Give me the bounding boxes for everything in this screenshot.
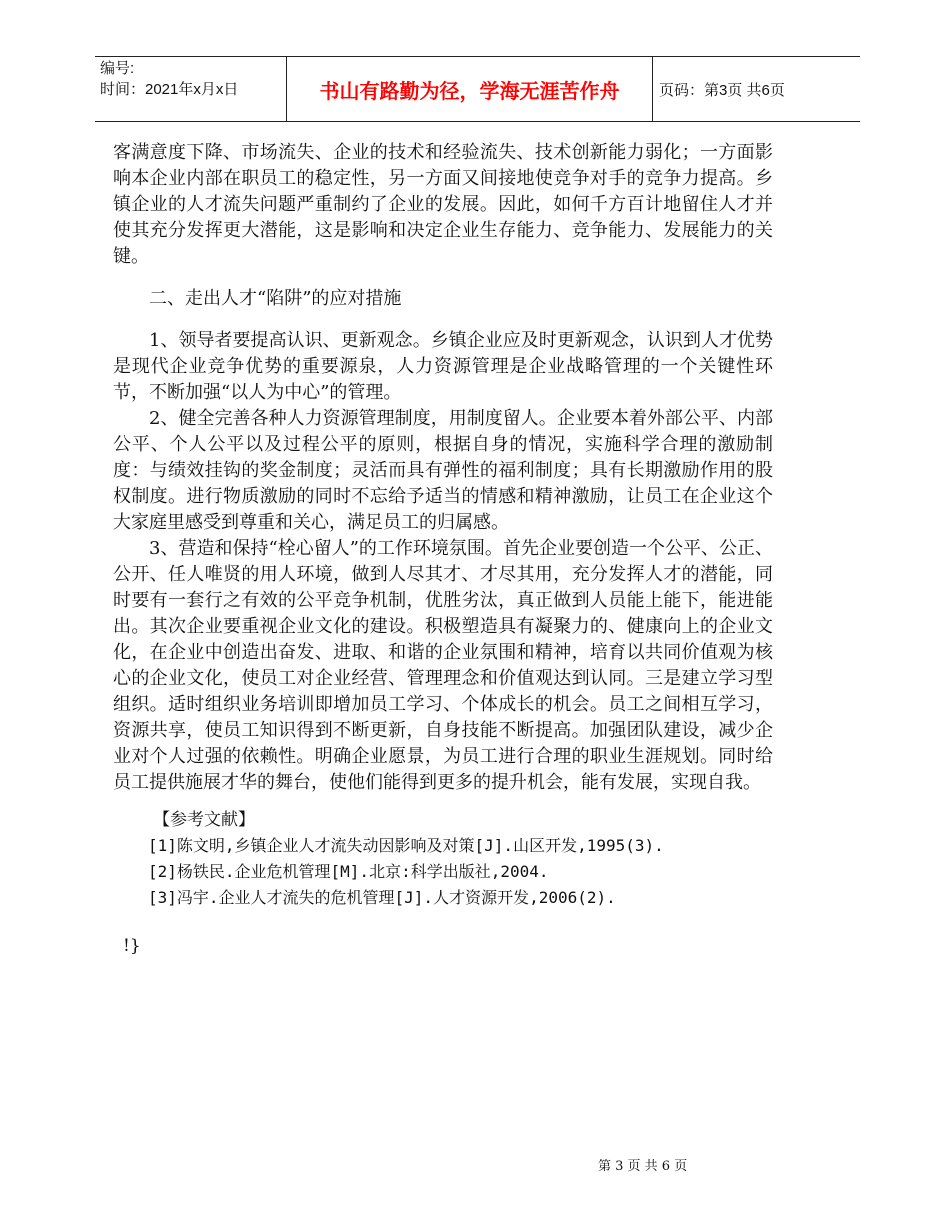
body-paragraph-3: 2、健全完善各种人力资源管理制度，用制度留人。企业要本着外部公平、内部公平、个人公平以及过程公平的原则，根据自身的情况，实施科学合理的激励制度：与绩效挂钩的奖金制度；灵活而具有弹性的福利制度；具有长期激励作用的股权制度。进行物质激励的同时不忘给予适当的情感和精神激励，让员工在企业这个大家庭里感受到尊重和关心，满足员工的归属感。 — [113, 408, 773, 533]
header-meta — [100, 58, 238, 100]
document-number-label: 编号: — [100, 60, 135, 77]
reference-item: [1]陈文明,乡镇企业人才流失动因影响及对策[J].山区开发,1995(3). — [148, 836, 664, 855]
page-footer: 第 3 页 共 6 页 — [598, 1159, 688, 1174]
section-heading: 二、走出人才“陷阱”的应对措施 — [149, 288, 402, 309]
header-divider-right — [652, 56, 653, 122]
reference-item: [2]杨铁民.企业危机管理[M].北京:科学出版社,2004. — [148, 862, 549, 881]
body-paragraph-1: 客满意度下降、市场流失、企业的技术和经验流失、技术创新能力弱化；一方面影响本企业内部在职员工的稳定性，另一方面又间接地使竞争对手的竞争力提高。乡镇企业的人才流失问题严重制约了企业的发展。因此，如何千方百计地留住人才并使其充分发挥更大潜能，这是影响和决定企业生存能力、竞争能力、发展能力的关键。 — [113, 142, 773, 267]
document-time-label: 时间：2021年x月x日 — [100, 81, 239, 98]
stray-characters: !} — [123, 936, 141, 956]
document-body — [113, 140, 773, 796]
header-motto: 书山有路勤为径，学海无涯苦作舟 — [319, 78, 620, 103]
body-paragraph-4: 3、营造和保持“栓心留人”的工作环境氛围。首先企业要创造一个公平、公正、公开、任人唯贤的用人环境，做到人尽其才、才尽其用，充分发挥人才的潜能，同时要有一套行之有效的公平竞争机制，优胜劣汰，真正做到人员能上能下，能进能出。其次企业要重视企业文化的建设。积极塑造具有凝聚力的、健康向上的企业文化，在企业中创造出奋发、进取、和谐的企业氛围和精神，培育以共同价值观为核心的企业文化，使员工对企业经营、管理理念和价值观达到认同。三是建立学习型组织。适时组织业务培训即增加员工学习、个体成长的机会。员工之间相互学习，资源共享，使员工知识得到不断更新，自身技能不断提高。加强团队建设，减少企业对个人过强的依赖性。明确企业愿景，为员工进行合理的职业生涯规划。同时给员工提供施展才华的舞台，使他们能得到更多的提升机会，能有发展，实现自我。 — [113, 538, 773, 793]
reference-item: [3]冯宇.企业人才流失的危机管理[J].人才资源开发,2006(2). — [148, 888, 616, 907]
references — [113, 807, 664, 911]
references-title: 【参考文献】 — [153, 810, 255, 830]
body-paragraph-2: 1、领导者要提高认识、更新观念。乡镇企业应及时更新观念，认识到人才优势是现代企业竞争优势的重要源泉，人力资源管理是企业战略管理的一个关键性环节，不断加强“以人为中心”的管理。 — [113, 330, 773, 403]
header-page-label: 页码：第3页 共6页 — [659, 81, 785, 99]
